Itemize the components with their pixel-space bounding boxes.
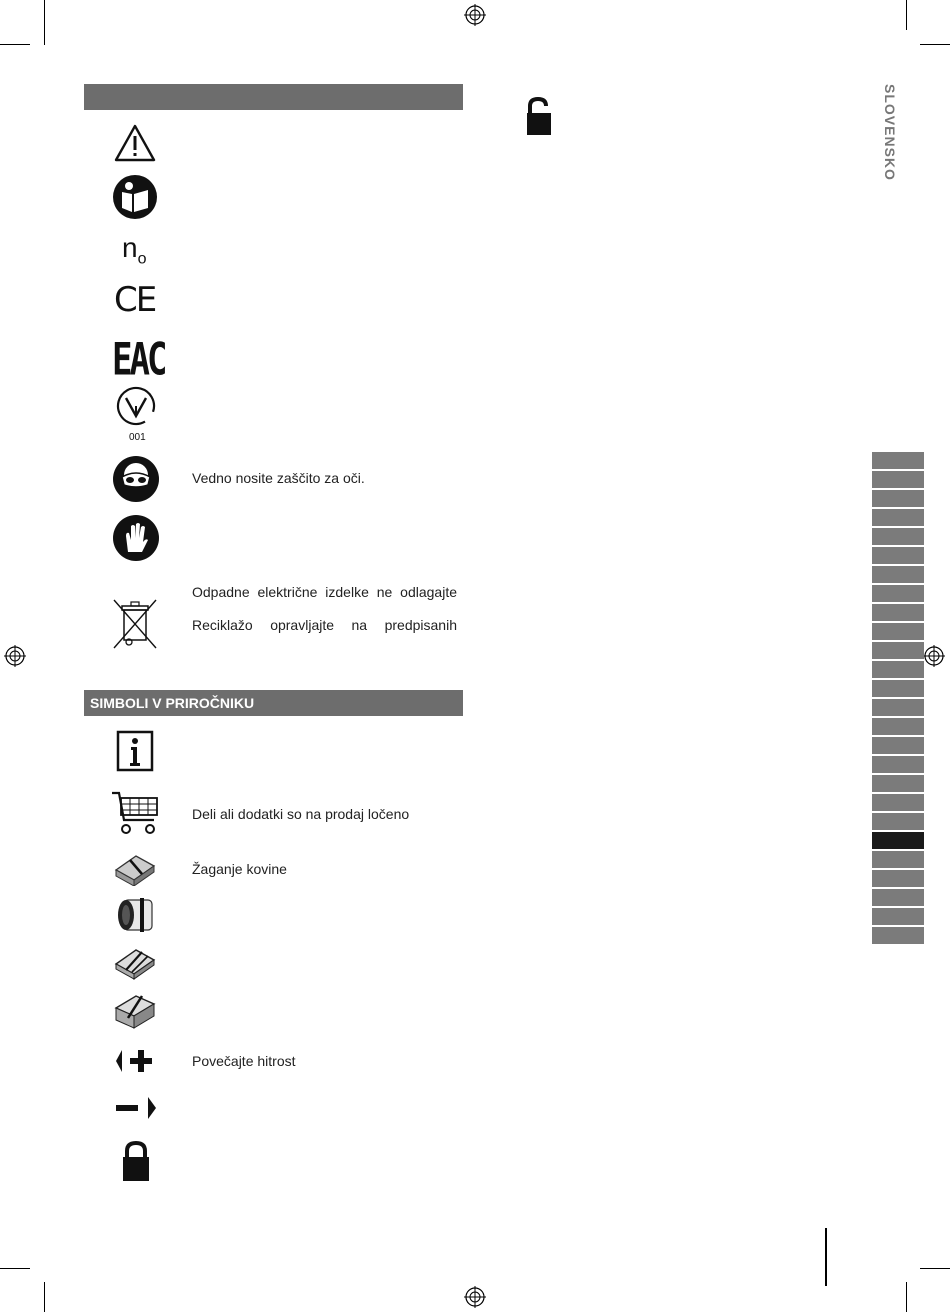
side-tab <box>872 547 924 566</box>
eye-protection-icon <box>112 455 160 503</box>
side-tab <box>872 471 924 490</box>
side-tab <box>872 604 924 623</box>
section-header-manual-symbols: SIMBOLI V PRIROČNIKU <box>84 690 463 716</box>
cart-text: Deli ali dodatki so na prodaj ločeno <box>192 806 410 822</box>
side-tab <box>872 623 924 642</box>
side-tab <box>872 585 924 604</box>
weee-text-line2: Reciklažo opravljajte na predpisanih <box>192 617 457 633</box>
side-tab <box>872 737 924 756</box>
section-header-symbols <box>84 84 463 110</box>
ukraine-conformity-code: 001 <box>129 432 146 443</box>
side-tab <box>872 452 924 471</box>
side-tab <box>872 851 924 870</box>
speed-decrease-icon <box>114 1096 158 1120</box>
weee-bin-icon <box>112 598 158 650</box>
lock-icon <box>120 1140 152 1182</box>
language-tab: SLOVENSKO <box>882 84 898 181</box>
side-tab <box>872 870 924 889</box>
side-tab <box>872 775 924 794</box>
ukraine-conformity-icon <box>114 386 158 428</box>
side-tab <box>872 490 924 509</box>
warning-triangle-icon <box>114 124 156 162</box>
metal-cutting-icon <box>112 850 158 886</box>
side-tab <box>872 832 924 851</box>
side-tab <box>872 908 924 927</box>
crop-mark <box>906 0 907 30</box>
side-tab-strip <box>872 452 924 946</box>
bevel-cut-icon <box>112 990 158 1030</box>
side-tab <box>872 718 924 737</box>
registration-mark-icon <box>464 4 486 26</box>
metal-cutting-text: Žaganje kovine <box>192 861 287 877</box>
pipe-cutting-icon <box>114 896 158 934</box>
shopping-cart-icon <box>110 790 160 836</box>
crop-mark <box>0 1268 30 1269</box>
eye-protection-text: Vedno nosite zaščito za oči. <box>192 470 365 486</box>
side-tab <box>872 889 924 908</box>
side-tab <box>872 642 924 661</box>
ce-mark-icon: CE <box>114 280 156 320</box>
crop-mark <box>0 44 30 45</box>
registration-mark-icon <box>923 645 945 667</box>
side-tab <box>872 528 924 547</box>
gloves-icon <box>112 514 160 562</box>
read-manual-icon <box>112 174 158 220</box>
crop-mark <box>44 0 45 45</box>
side-tab <box>872 756 924 775</box>
registration-mark-icon <box>464 1286 486 1308</box>
side-tab <box>872 566 924 585</box>
side-tab <box>872 509 924 528</box>
side-tab <box>872 794 924 813</box>
crop-mark <box>906 1282 907 1312</box>
crop-mark <box>920 44 950 45</box>
crop-mark <box>44 1282 45 1312</box>
weee-text-line1: Odpadne električne izdelke ne odlagajte <box>192 584 457 600</box>
speed-increase-icon <box>114 1048 158 1074</box>
side-tab <box>872 699 924 718</box>
mitre-cut-icon <box>112 944 158 980</box>
unlock-icon <box>524 96 554 136</box>
side-tab <box>872 813 924 832</box>
speed-increase-text: Povečajte hitrost <box>192 1053 296 1069</box>
side-tab <box>872 680 924 699</box>
eac-mark-icon: EAC <box>112 334 165 386</box>
side-tab <box>872 927 924 946</box>
side-tab <box>872 661 924 680</box>
crop-mark <box>920 1268 950 1269</box>
page-edge-line <box>825 1228 827 1286</box>
info-icon <box>116 730 154 772</box>
registration-mark-icon <box>4 645 26 667</box>
no-load-speed-icon: $n_o$ <box>122 232 147 268</box>
